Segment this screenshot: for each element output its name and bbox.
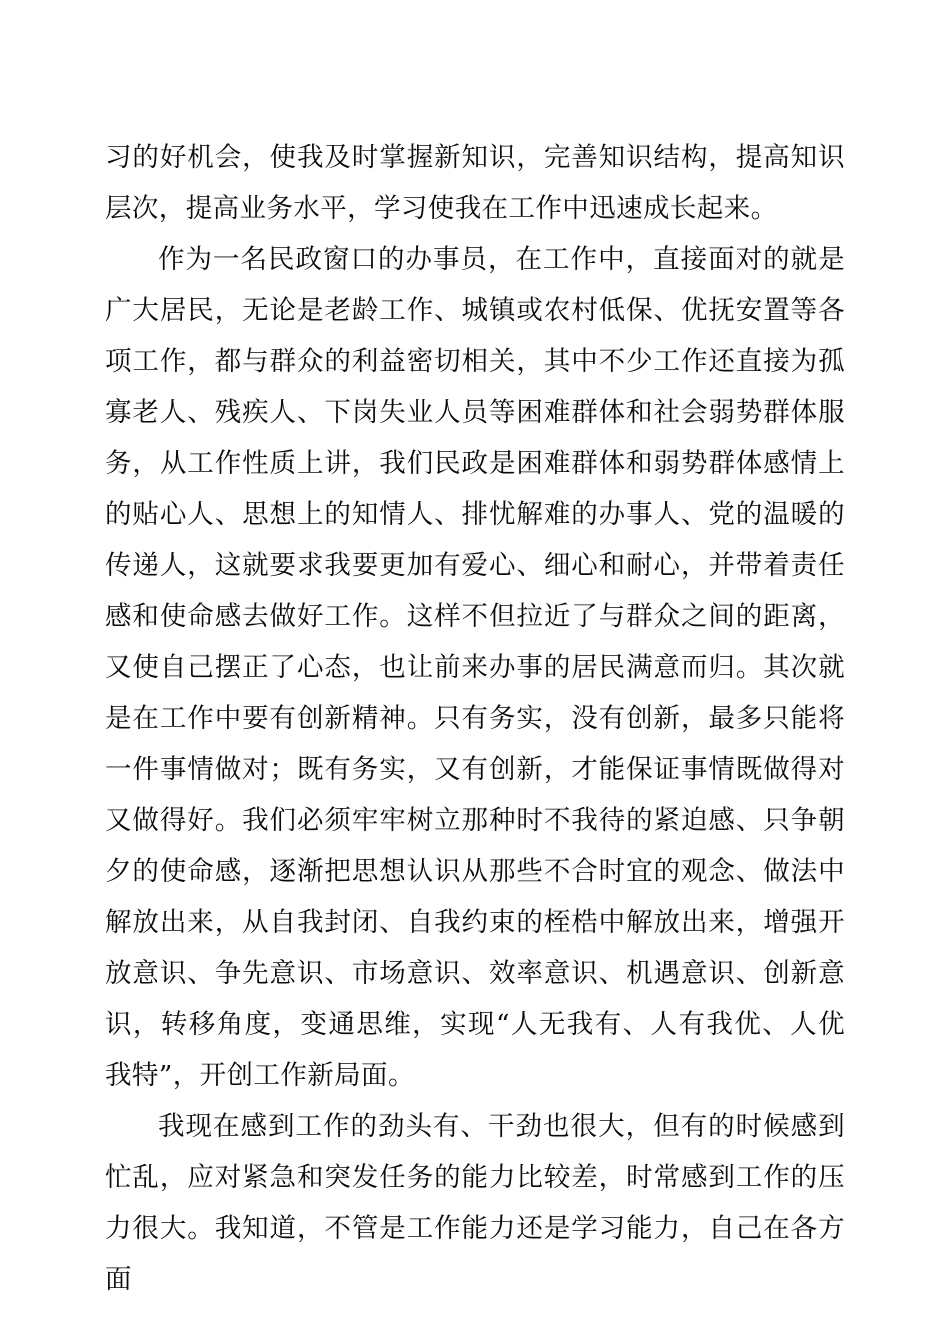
document-body (105, 132, 845, 1305)
paragraph: 我现在感到工作的劲头有、干劲也很大，但有的时候感到忙乱，应对紧急和突发任务的能力比较差，时常感到工作的压力很大。我知道，不管是工作能力还是学习能力，自己在各方面 (105, 1111, 845, 1295)
paragraph: 作为一名民政窗口的办事员，在工作中，直接面对的就是广大居民，无论是老龄工作、城镇或农村低保、优抚安置等各项工作，都与群众的利益密切相关，其中不少工作还直接为孤寡老人、残疾人、下岗失业人员等困难群体和社会弱势群体服务，从工作性质上讲，我们民政是困难群体和弱势群体感情上的贴心人、思想上的知情人、排忧解难的办事人、党的温暖的传递人，这就要求我要更加有爱心、细心和耐心，并带着责任感和使命感去做好工作。这样不但拉近了与群众之间的距离，又使自己摆正了心态，也让前来办事的居民满意而归。其次就是在工作中要有创新精神。只有务实，没有创新，最多只能将一件事情做对；既有务实，又有创新，才能保证事情既做得对又做得好。我们必须牢牢树立那种时不我待的紧迫感、只争朝夕的使命感，逐渐把思想认识从那些不合时宜的观念、做法中解放出来，从自我封闭、自我约束的桎梏中解放出来，增强开放意识、争先意识、市场意识、效率意识、机遇意识、创新意识，转移角度，变通思维，实现“人无我有、人有我优、人优我特”，开创工作新局面。 (105, 244, 845, 1091)
paragraph: 习的好机会，使我及时掌握新知识，完善知识结构，提高知识层次，提高业务水平，学习使我在工作中迅速成长起来。 (105, 142, 845, 224)
